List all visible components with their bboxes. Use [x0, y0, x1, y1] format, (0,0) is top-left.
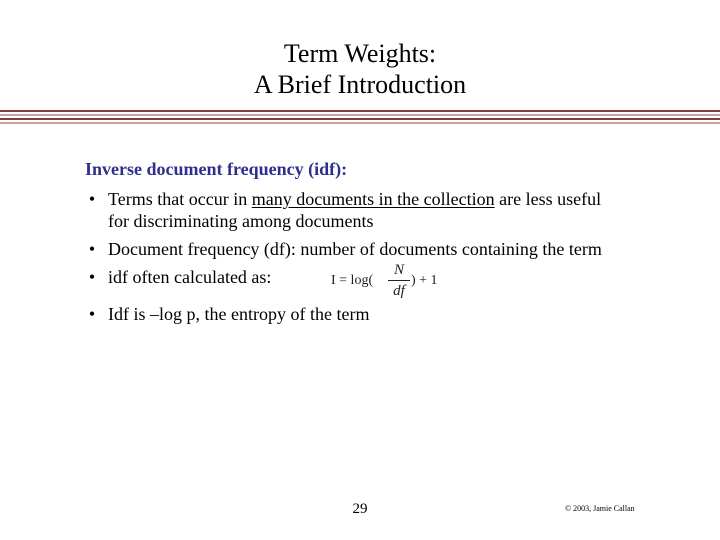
title-divider [0, 110, 720, 126]
page-number: 29 [352, 501, 368, 517]
slide-title [0, 38, 720, 100]
divider-line [0, 110, 720, 112]
bullet-glyph: • [88, 267, 96, 287]
bullet-glyph: • [88, 239, 96, 259]
divider-line [0, 122, 720, 124]
formula-suffix: ) + 1 [411, 273, 438, 288]
bullet-glyph: • [88, 189, 96, 209]
bullet-continuation: for discriminating among documents [108, 211, 374, 231]
divider-line [0, 114, 720, 116]
underlined-phrase: many documents in the collection [251, 189, 495, 209]
bullet-text-part: are less useful [494, 189, 602, 209]
formula-prefix: I = log( [331, 273, 374, 288]
formula-numerator: N [393, 262, 404, 278]
bullet-text: Idf is –log p, the entropy of the term [108, 304, 370, 324]
formula-fraction [388, 261, 410, 300]
idf-formula [331, 261, 461, 303]
bullet-text [108, 188, 601, 210]
bullet-text: idf often calculated as: [108, 267, 272, 287]
section-heading: Inverse document frequency (idf): [85, 159, 348, 179]
title-line-2: A Brief Introduction [253, 70, 467, 99]
bullet-text: Document frequency (df): number of documents containing the term [108, 239, 602, 259]
bullet-glyph: • [88, 304, 96, 324]
copyright-notice: © 2003, Jamie Callan [565, 504, 635, 513]
fraction-bar [388, 280, 410, 281]
formula-denominator: df [393, 283, 405, 299]
title-line-1: Term Weights: [283, 39, 437, 68]
divider-line [0, 118, 720, 120]
bullet-text-part: Terms that occur in [108, 189, 252, 209]
